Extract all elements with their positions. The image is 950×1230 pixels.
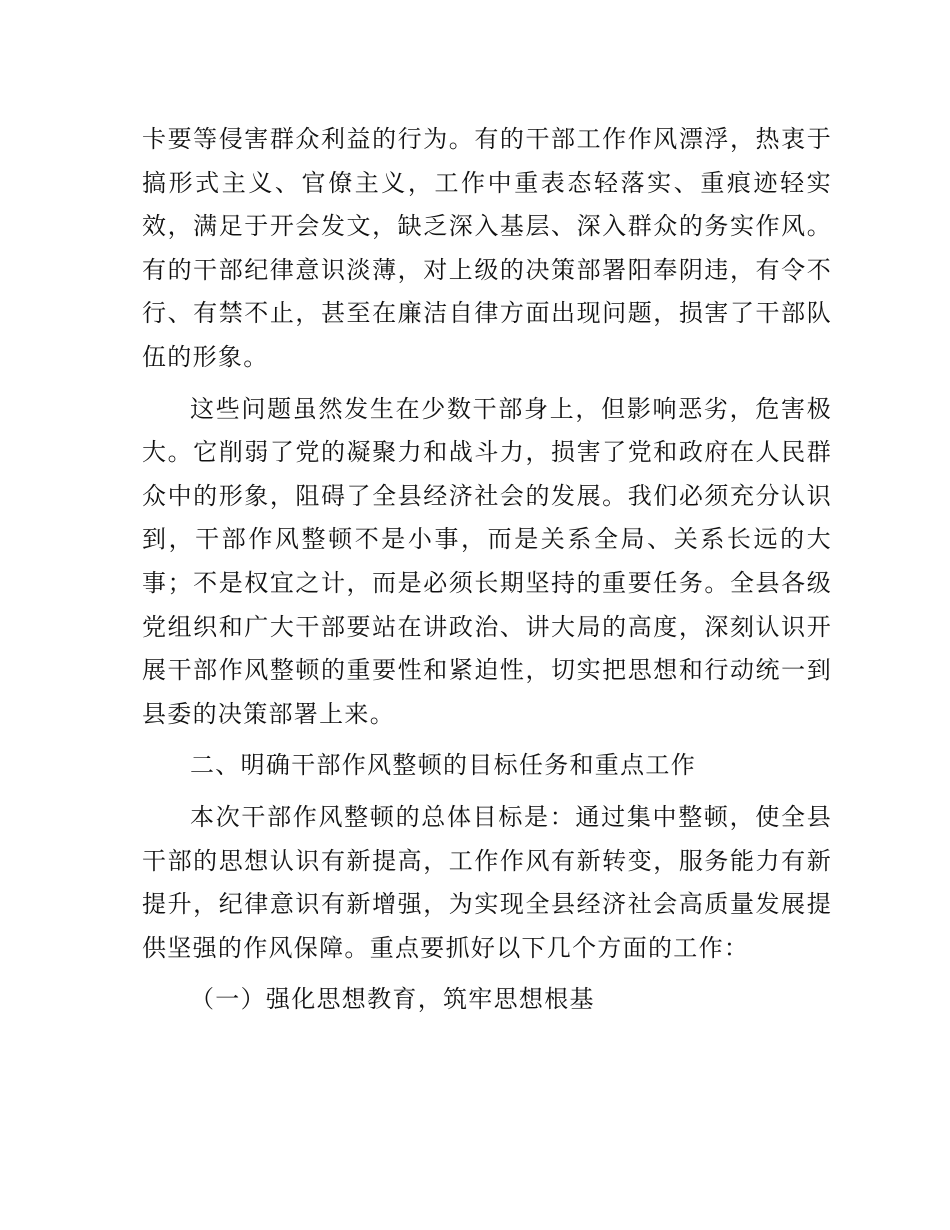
section-heading-2: 二、明确干部作风整顿的目标任务和重点工作 — [190, 751, 696, 780]
paragraph-continued: 卡要等侵害群众利益的行为。有的干部工作作风漂浮，热衷于搞形式主义、官僚主义，工作中重表态轻落实、重痕迹轻实效，满足于开会发文，缺乏深入基层、深入群众的务实作风。有的干部纪律意识淡薄，对上级的决策部署阳奉阴违，有令不行、有禁不止，甚至在廉洁自律方面出现问题，损害了干部队伍的形象。 — [142, 125, 832, 371]
paragraph-overall-goal: 本次干部作风整顿的总体目标是：通过集中整顿，使全县干部的思想认识有新提高，工作作风有新转变，服务能力有新提升，纪律意识有新增强，为实现全县经济社会高质量发展提供坚强的作风保障。重点要抓好以下几个方面的工作： — [142, 802, 832, 962]
subsection-heading-1: （一）强化思想教育，筑牢思想根基 — [190, 985, 595, 1014]
paragraph-problems-impact: 这些问题虽然发生在少数干部身上，但影响恶劣，危害极大。它削弱了党的凝聚力和战斗力，损害了党和政府在人民群众中的形象，阻碍了全县经济社会的发展。我们必须充分认识到，干部作风整顿不是小事，而是关系全局、关系长远的大事；不是权宜之计，而是必须长期坚持的重要任务。全县各级党组织和广大干部要站在讲政治、讲大局的高度，深刻认识开展干部作风整顿的重要性和紧迫性，切实把思想和行动统一到县委的决策部署上来。 — [142, 394, 832, 728]
document-body — [142, 118, 832, 1030]
